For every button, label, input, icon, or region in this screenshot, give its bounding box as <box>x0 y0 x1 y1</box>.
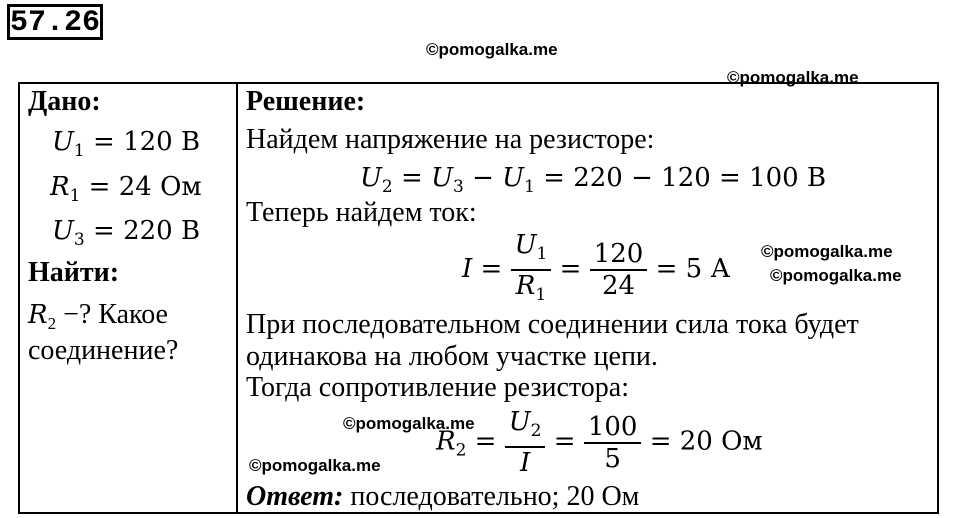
equation-resistance: $R_2$ = $\frac{U_2}{I}$ = $\frac{100}{5}$ = 20 Ом <box>436 407 763 478</box>
watermark: ©pomogalka.me <box>761 242 893 261</box>
find-line: $R_2$ −? Какое <box>28 299 168 333</box>
find-line: соединение? <box>28 335 179 366</box>
find-heading: Найти: <box>28 257 120 288</box>
given-heading: Дано: <box>28 86 101 117</box>
fraction: $\frac{100}{5}$ <box>584 412 642 474</box>
watermark: ©pomogalka.me <box>727 68 859 87</box>
solution-text: Теперь найдем ток: <box>246 197 477 228</box>
fraction: $\frac{U_2}{I}$ <box>505 407 546 478</box>
answer-line <box>246 481 639 513</box>
equation-current: I = $\frac{U_1}{R_1}$ = $\frac{120}{24}$ = 5 А <box>462 230 730 310</box>
watermark: ©pomogalka.me <box>426 40 558 59</box>
solution-text: При последовательном соединении сила тока будет <box>246 309 859 340</box>
watermark: ©pomogalka.me <box>249 456 381 475</box>
answer-label: Ответ: <box>246 481 344 512</box>
solution-text: Найдем напряжение на резисторе: <box>246 124 655 155</box>
answer-text: последовательно; 20 Ом <box>350 481 640 512</box>
equation-voltage: $U_2 = U_3 - U_1 = 220 - 120 = 100$ В <box>360 163 827 197</box>
solution-heading: Решение: <box>246 86 366 117</box>
watermark: ©pomogalka.me <box>343 414 475 433</box>
fraction: $\frac{120}{24}$ <box>590 239 648 301</box>
given-item: $U_1 = 120$ В <box>52 127 201 161</box>
solution-text: Тогда сопротивление резистора: <box>246 372 629 403</box>
given-item: $U_3 = 220$ В <box>52 216 201 250</box>
column-divider <box>236 82 238 514</box>
fraction: $\frac{U_1}{R_1}$ <box>511 230 552 310</box>
solution-text: одинакова на любом участке цепи. <box>246 341 658 372</box>
problem-number: 57.26 <box>7 4 103 40</box>
watermark: ©pomogalka.me <box>770 266 902 285</box>
given-item: $R_1 = 24$ Ом <box>50 172 202 206</box>
